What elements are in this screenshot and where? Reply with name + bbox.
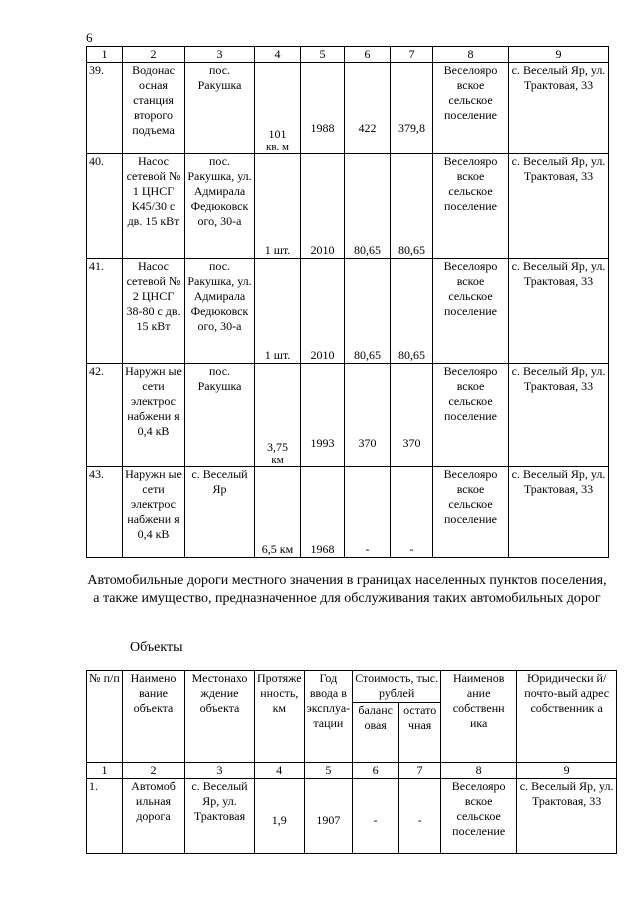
asset-location: пос. Ракушка, ул. Адмирала Федюковск ого, 30-а xyxy=(185,154,255,259)
roads-table xyxy=(86,670,617,854)
header-name: Наимено вание объекта xyxy=(123,671,185,763)
column-number: 7 xyxy=(391,47,433,63)
road-location: с. Веселый Яр, ул. Трактовая xyxy=(185,779,255,854)
column-numbers-row xyxy=(87,47,609,63)
asset-year: 1993 xyxy=(301,364,345,467)
row-number: 39. xyxy=(87,63,123,154)
asset-location: с. Веселый Яр xyxy=(185,467,255,558)
table-row xyxy=(87,467,609,558)
road-length: 1,9 xyxy=(255,779,305,854)
asset-name: Водонас осная станция второго подъема xyxy=(123,63,185,154)
quantity-value: 101 xyxy=(268,127,287,141)
road-year: 1907 xyxy=(304,779,353,854)
asset-owner: Веселояро вское сельское поселение xyxy=(433,154,509,259)
table-row xyxy=(87,779,617,854)
header-num: № п/п xyxy=(87,671,123,763)
column-number: 2 xyxy=(123,763,185,779)
owner-address: с. Веселый Яр, ул. Трактовая, 33 xyxy=(509,364,609,467)
row-number: 43. xyxy=(87,467,123,558)
header-address: Юридически й/почто-вый адрес собственник а xyxy=(517,671,617,763)
asset-location: пос. Ракушка xyxy=(185,63,255,154)
column-number: 1 xyxy=(87,763,123,779)
asset-residual-cost: 80,65 xyxy=(391,154,433,259)
asset-year: 1988 xyxy=(301,63,345,154)
owner-address: с. Веселый Яр, ул. Трактовая, 33 xyxy=(509,467,609,558)
asset-residual-cost: - xyxy=(391,467,433,558)
column-number: 4 xyxy=(255,763,305,779)
header-owner: Наименов ание собственн ика xyxy=(441,671,517,763)
asset-year: 2010 xyxy=(301,154,345,259)
quantity-unit: км xyxy=(271,454,284,466)
column-number: 6 xyxy=(345,47,391,63)
column-number: 8 xyxy=(433,47,509,63)
column-number: 6 xyxy=(353,763,399,779)
asset-owner: Веселояро вское сельское поселение xyxy=(433,259,509,364)
column-number: 7 xyxy=(399,763,441,779)
asset-name: Наружн ые сети электрос набжени я 0,4 кВ xyxy=(123,467,185,558)
asset-year: 1968 xyxy=(301,467,345,558)
column-number: 3 xyxy=(185,763,255,779)
asset-owner: Веселояро вское сельское поселение xyxy=(433,364,509,467)
table-row xyxy=(87,63,609,154)
column-numbers-row xyxy=(87,763,617,779)
road-name: Автомоб ильная дорога xyxy=(123,779,185,854)
column-number: 5 xyxy=(304,763,353,779)
row-number: 1. xyxy=(87,779,123,854)
owner-address: с. Веселый Яр, ул. Трактовая, 33 xyxy=(509,63,609,154)
asset-name: Насос сетевой № 1 ЦНСГ К45/30 с дв. 15 кВт xyxy=(123,154,185,259)
header-location: Местонахо ждение объекта xyxy=(185,671,255,763)
table-row xyxy=(87,259,609,364)
column-number: 4 xyxy=(255,47,301,63)
header-year: Год ввода в эксплуа-тации xyxy=(304,671,353,763)
asset-balance-cost: 422 xyxy=(345,63,391,154)
asset-balance-cost: 80,65 xyxy=(345,154,391,259)
asset-location: пос. Ракушка, ул. Адмирала Федюковск ого, 30-а xyxy=(185,259,255,364)
asset-quantity: 6,5 км xyxy=(255,467,301,558)
owner-address: с. Веселый Яр, ул. Трактовая, 33 xyxy=(509,259,609,364)
column-number: 1 xyxy=(87,47,123,63)
owner-address: с. Веселый Яр, ул. Трактовая, 33 xyxy=(509,154,609,259)
column-number: 9 xyxy=(517,763,617,779)
row-number: 41. xyxy=(87,259,123,364)
asset-residual-cost: 80,65 xyxy=(391,259,433,364)
asset-balance-cost: 80,65 xyxy=(345,259,391,364)
assets-table xyxy=(86,46,609,558)
header-balance: баланс овая xyxy=(353,703,399,763)
road-residual-cost: - xyxy=(399,779,441,854)
asset-year: 2010 xyxy=(301,259,345,364)
column-number: 2 xyxy=(123,47,185,63)
asset-location: пос. Ракушка xyxy=(185,364,255,467)
section-title: Автомобильные дороги местного значения в границах населенных пунктов поселения, а также имущество, предназначенное для обслуживания таких автомобильных дорог xyxy=(87,573,607,606)
table-row xyxy=(87,154,609,259)
asset-quantity xyxy=(255,63,301,154)
road-owner: Веселояро вское сельское поселение xyxy=(441,779,517,854)
asset-name: Наружн ые сети электрос набжени я 0,4 кВ xyxy=(123,364,185,467)
header-cost: Стоимость, тыс. рублей xyxy=(353,671,441,703)
quantity-unit: кв. м xyxy=(266,141,289,153)
header-residual: остато чная xyxy=(399,703,441,763)
owner-address: с. Веселый Яр, ул. Трактовая, 33 xyxy=(517,779,617,854)
quantity-value: 3,75 xyxy=(267,440,288,454)
row-number: 40. xyxy=(87,154,123,259)
asset-residual-cost: 379,8 xyxy=(391,63,433,154)
column-number: 8 xyxy=(441,763,517,779)
header-length: Протяже нность, км xyxy=(255,671,305,763)
asset-name: Насос сетевой № 2 ЦНСГ 38-80 с дв. 15 кВт xyxy=(123,259,185,364)
column-number: 9 xyxy=(509,47,609,63)
column-number: 5 xyxy=(301,47,345,63)
asset-owner: Веселояро вское сельское поселение xyxy=(433,63,509,154)
page-number: 6 xyxy=(86,30,93,45)
road-balance-cost: - xyxy=(353,779,399,854)
column-number: 3 xyxy=(185,47,255,63)
asset-balance-cost: 370 xyxy=(345,364,391,467)
asset-quantity: 1 шт. xyxy=(255,154,301,259)
asset-balance-cost: - xyxy=(345,467,391,558)
asset-owner: Веселояро вское сельское поселение xyxy=(433,467,509,558)
asset-quantity: 1 шт. xyxy=(255,259,301,364)
asset-quantity xyxy=(255,364,301,467)
header-row xyxy=(87,671,617,703)
asset-residual-cost: 370 xyxy=(391,364,433,467)
objects-label: Объекты xyxy=(130,640,183,655)
table-row xyxy=(87,364,609,467)
row-number: 42. xyxy=(87,364,123,467)
